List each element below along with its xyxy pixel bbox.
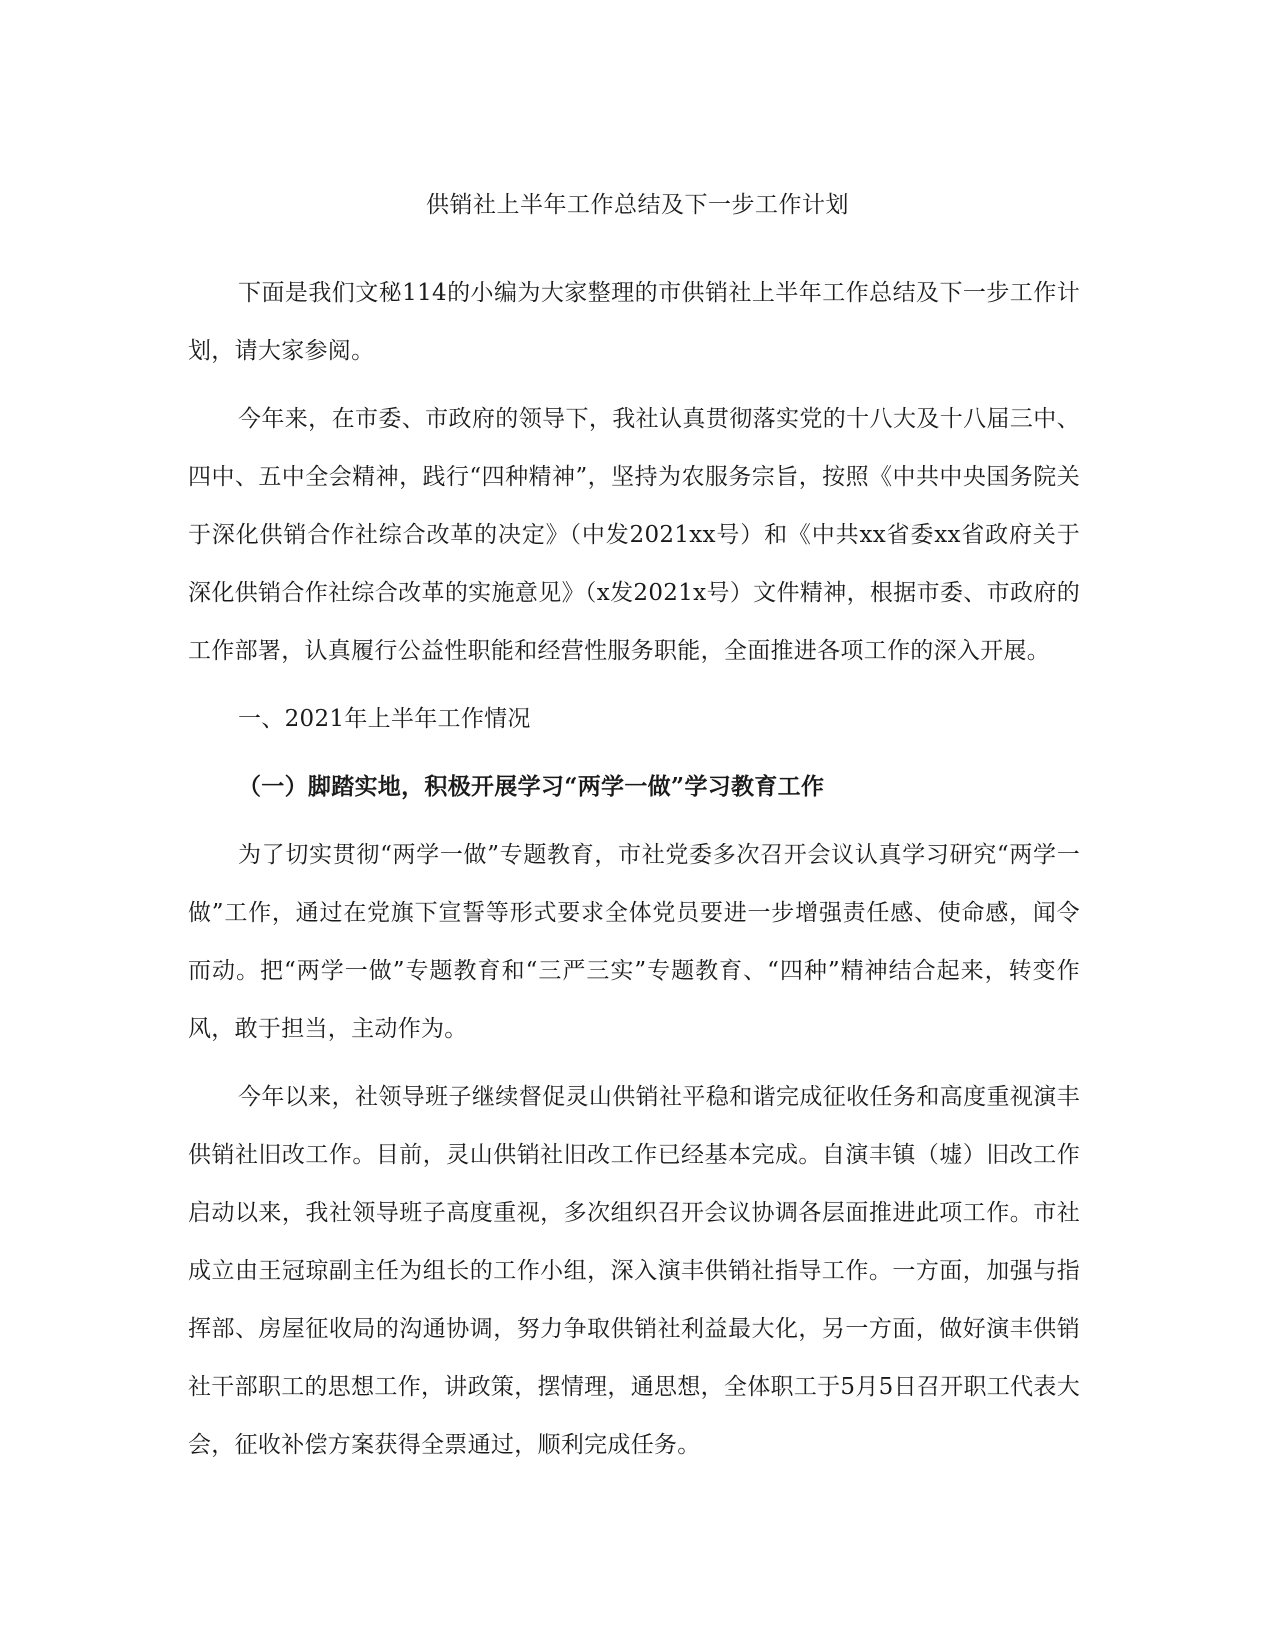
document-title: 供销社上半年工作总结及下一步工作计划 — [426, 192, 849, 218]
section-heading: 一、2021年上半年工作情况 — [238, 706, 531, 732]
subsection-heading: （一）脚踏实地，积极开展学习“两学一做”学习教育工作 — [238, 773, 825, 800]
intro-paragraph: 下面是我们文秘114的小编为大家整理的市供销社上半年工作总结及下一步工作计划，请大家参阅。 — [188, 280, 1080, 364]
overview-paragraph: 今年来，在市委、市政府的领导下，我社认真贯彻落实党的十八大及十八届三中、四中、五中全会精神，践行“四种精神”，坚持为农服务宗旨，按照《中共中央国务院关于深化供销合作社综合改革的决定》（中发2021xx号）和《中共xx省委xx省政府关于深化供销合作社综合改革的实施意见》（x发2021x号）文件精神，根据市委、市政府的工作部署，认真履行公益性职能和经营性服务职能，全面推进各项工作的深入开展。 — [188, 406, 1080, 664]
renovation-paragraph: 今年以来，社领导班子继续督促灵山供销社平稳和谐完成征收任务和高度重视演丰供销社旧改工作。目前，灵山供销社旧改工作已经基本完成。自演丰镇（墟）旧改工作启动以来，我社领导班子高度重视，多次组织召开会议协调各层面推进此项工作。市社成立由王冠琼副主任为组长的工作小组，深入演丰供销社指导工作。一方面，加强与指挥部、房屋征收局的沟通协调，努力争取供销社利益最大化，另一方面，做好演丰供销社干部职工的思想工作，讲政策，摆情理，通思想，全体职工于5月5日召开职工代表大会，征收补偿方案获得全票通过，顺利完成任务。 — [188, 1084, 1080, 1458]
document-body — [188, 264, 1080, 1484]
study-education-paragraph: 为了切实贯彻“两学一做”专题教育，市社党委多次召开会议认真学习研究“两学一做”工作，通过在党旗下宣誓等形式要求全体党员要进一步增强责任感、使命感，闻令而动。把“两学一做”专题教育和“三严三实”专题教育、“四种”精神结合起来，转变作风，敢于担当，主动作为。 — [188, 842, 1080, 1042]
